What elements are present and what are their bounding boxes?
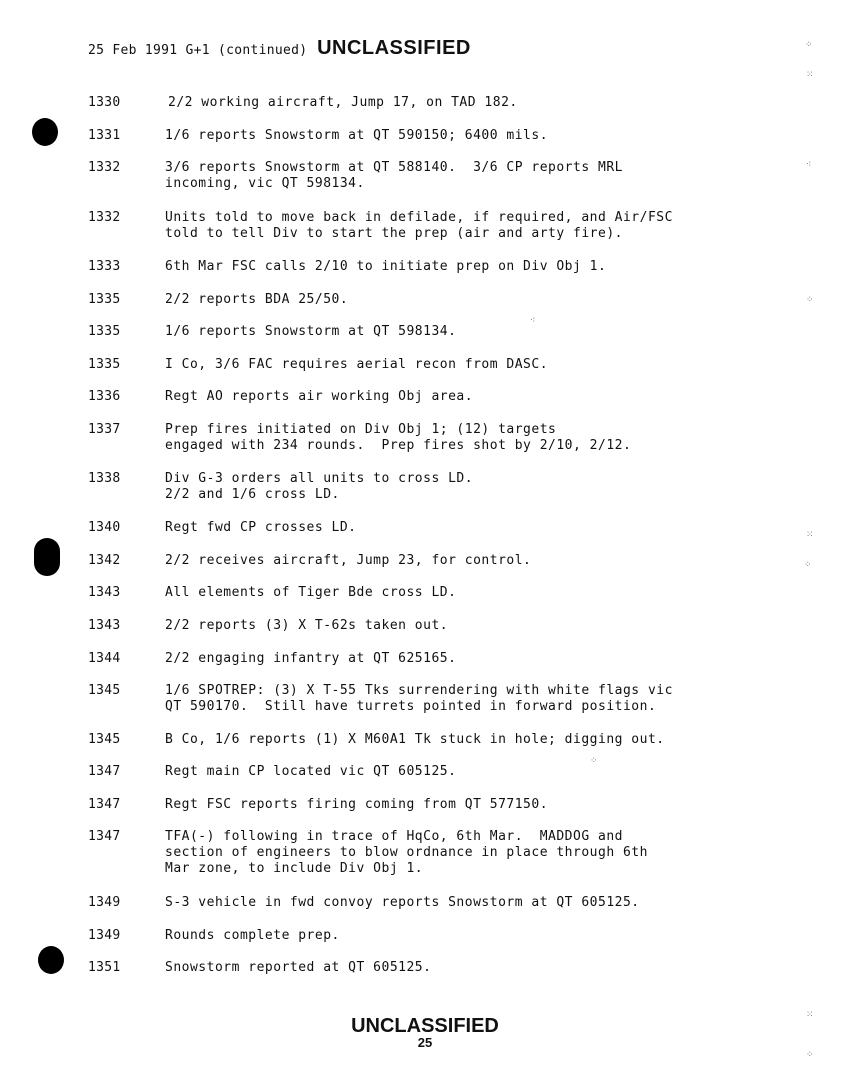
punch-hole-bottom — [38, 946, 64, 974]
entry-text: 1/6 SPOTREP: (3) X T-55 Tks surrendering with white flags vic QT 590170. Still have turrets pointed in forward position. — [165, 683, 673, 714]
entry-time: 1351 — [88, 960, 121, 975]
entry-time: 1330 — [88, 95, 121, 110]
entry-time: 1335 — [88, 357, 121, 372]
entry-time: 1344 — [88, 651, 121, 666]
page-footer — [0, 1015, 850, 1050]
entry-time: 1340 — [88, 520, 121, 535]
entry-text: 2/2 engaging infantry at QT 625165. — [165, 651, 457, 666]
entry-text: Snowstorm reported at QT 605125. — [165, 960, 432, 975]
header-date-line: 25 Feb 1991 G+1 (continued) — [88, 43, 308, 58]
entry-text: 2/2 receives aircraft, Jump 23, for control. — [165, 553, 532, 568]
entry-time: 1331 — [88, 128, 121, 143]
scan-noise-dots: ⁙ — [806, 70, 814, 80]
entry-text: Rounds complete prep. — [165, 928, 340, 943]
scan-noise-dots: ⁘ — [806, 1050, 814, 1060]
entry-text: Regt fwd CP crosses LD. — [165, 520, 357, 535]
entry-time: 1333 — [88, 259, 121, 274]
entry-time: 1347 — [88, 764, 121, 779]
entry-time: 1338 — [88, 471, 121, 486]
entry-text: I Co, 3/6 FAC requires aerial recon from DASC. — [165, 357, 549, 372]
entry-time: 1342 — [88, 553, 121, 568]
entry-text: 1/6 reports Snowstorm at QT 598134. — [165, 324, 457, 339]
entry-time: 1337 — [88, 422, 121, 437]
page-header — [88, 37, 471, 60]
entry-time: 1349 — [88, 895, 121, 910]
entry-time: 1335 — [88, 292, 121, 307]
scan-noise-dots: ⁘ — [805, 40, 813, 50]
entry-time: 1349 — [88, 928, 121, 943]
entry-text: Regt FSC reports firing coming from QT 577150. — [165, 797, 549, 812]
entry-text: Units told to move back in defilade, if required, and Air/FSC told to tell Div to start the prep (air and arty fire). — [165, 210, 673, 241]
scan-noise-dots: ⁖ — [530, 316, 536, 326]
page-number: 25 — [417, 1035, 433, 1050]
scan-noise-dots: ⁘ — [804, 560, 812, 570]
entry-time: 1347 — [88, 797, 121, 812]
entry-text: 2/2 reports (3) X T-62s taken out. — [165, 618, 449, 633]
scan-noise-dots: ⁙ — [806, 530, 814, 540]
entry-text: 2/2 reports BDA 25/50. — [165, 292, 349, 307]
punch-hole-middle — [34, 538, 60, 576]
header-classification: UNCLASSIFIED — [317, 37, 471, 59]
entry-text: 1/6 reports Snowstorm at QT 590150; 6400 mils. — [165, 128, 549, 143]
scan-noise-dots: ⁙ — [806, 1010, 814, 1020]
entry-time: 1335 — [88, 324, 121, 339]
entry-text: Div G-3 orders all units to cross LD. 2/2 and 1/6 cross LD. — [165, 471, 474, 502]
entry-time: 1343 — [88, 618, 121, 633]
entry-text: TFA(-) following in trace of HqCo, 6th Mar. MADDOG and section of engineers to blow ordnance in place through 6th Mar zone, to include Div Obj 1. — [165, 829, 648, 876]
entry-text: 3/6 reports Snowstorm at QT 588140. 3/6 CP reports MRL incoming, vic QT 598134. — [165, 160, 623, 191]
scan-noise-dots: ⁘ — [806, 295, 814, 305]
entry-time: 1345 — [88, 683, 121, 698]
entry-time: 1343 — [88, 585, 121, 600]
entry-time: 1332 — [88, 160, 121, 175]
entry-text: Regt AO reports air working Obj area. — [165, 389, 474, 404]
punch-hole-top — [32, 118, 58, 146]
entry-time: 1332 — [88, 210, 121, 225]
scan-noise-dots: ⁖ — [806, 160, 812, 170]
footer-classification: UNCLASSIFIED — [351, 1015, 499, 1037]
entry-text: B Co, 1/6 reports (1) X M60A1 Tk stuck in hole; digging out. — [165, 732, 665, 747]
entry-time: 1347 — [88, 829, 121, 844]
entry-time: 1336 — [88, 389, 121, 404]
entry-text: 2/2 working aircraft, Jump 17, on TAD 182. — [168, 95, 518, 110]
entry-text: 6th Mar FSC calls 2/10 to initiate prep on Div Obj 1. — [165, 259, 607, 274]
entry-text: Prep fires initiated on Div Obj 1; (12) targets engaged with 234 rounds. Prep fires shot by 2/10, 2/12. — [165, 422, 632, 453]
entry-text: Regt main CP located vic QT 605125. — [165, 764, 457, 779]
entry-text: All elements of Tiger Bde cross LD. — [165, 585, 457, 600]
entry-text: S-3 vehicle in fwd convoy reports Snowstorm at QT 605125. — [165, 895, 640, 910]
scan-noise-dots: ⁘ — [590, 756, 598, 766]
entry-time: 1345 — [88, 732, 121, 747]
